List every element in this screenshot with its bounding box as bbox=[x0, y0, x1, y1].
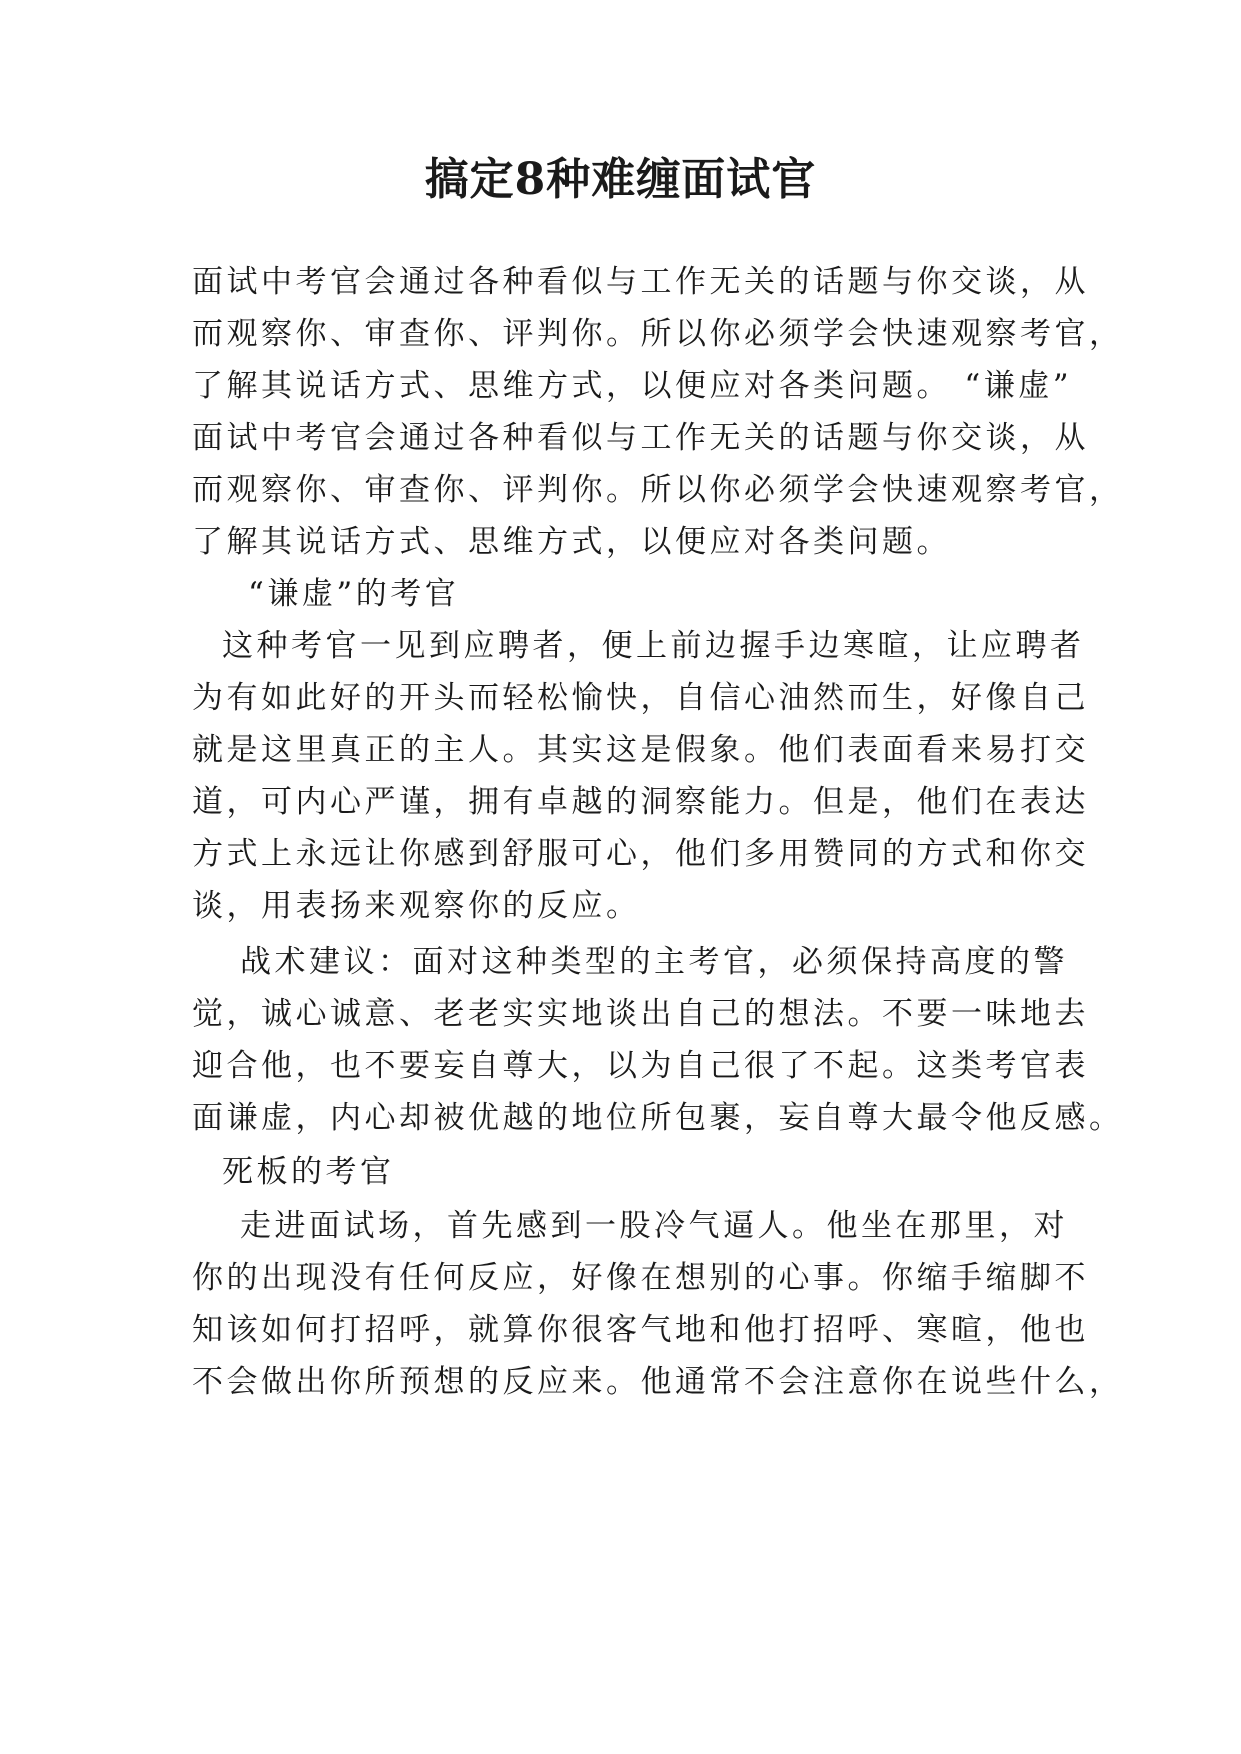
paragraph-line: 了解其说话方式、思维方式，以便应对各类问题。 “谦虚” bbox=[192, 368, 1073, 404]
paragraph-line: 道，可内心严谨，拥有卓越的洞察能力。但是，他们在表达 bbox=[192, 784, 1089, 820]
paragraph-line: 谈，用表扬来观察你的反应。 bbox=[192, 888, 641, 924]
paragraph-line: 为有如此好的开头而轻松愉快，自信心油然而生，好像自己 bbox=[192, 680, 1089, 716]
paragraph-line: 知该如何打招呼，就算你很客气地和他打招呼、寒暄，他也 bbox=[192, 1312, 1089, 1348]
paragraph-line: 而观察你、审查你、评判你。所以你必须学会快速观察考官， bbox=[192, 472, 1124, 508]
section-heading: 死板的考官 bbox=[222, 1154, 395, 1190]
paragraph-line: 面谦虚，内心却被优越的地位所包裹，妄自尊大最令他反感。 bbox=[192, 1100, 1124, 1136]
paragraph-line: 就是这里真正的主人。其实这是假象。他们表面看来易打交 bbox=[192, 732, 1089, 768]
paragraph-line: 这种考官一见到应聘者，便上前边握手边寒暄，让应聘者 bbox=[222, 628, 1085, 664]
paragraph-line: 面试中考官会通过各种看似与工作无关的话题与你交谈，从 bbox=[192, 420, 1089, 456]
paragraph-line: 面试中考官会通过各种看似与工作无关的话题与你交谈，从 bbox=[192, 264, 1089, 300]
paragraph-line: 战术建议：面对这种类型的主考官，必须保持高度的警 bbox=[240, 944, 1068, 980]
paragraph-line: 你的出现没有任何反应，好像在想别的心事。你缩手缩脚不 bbox=[192, 1260, 1089, 1296]
paragraph-line: 走进面试场，首先感到一股冷气逼人。他坐在那里，对 bbox=[240, 1208, 1068, 1244]
paragraph-line: 不会做出你所预想的反应来。他通常不会注意你在说些什么， bbox=[192, 1364, 1124, 1400]
paragraph-line: 了解其说话方式、思维方式，以便应对各类问题。 bbox=[192, 524, 951, 560]
document-title: 搞定8种难缠面试官 bbox=[424, 154, 817, 205]
paragraph-line: 觉，诚心诚意、老老实实地谈出自己的想法。不要一味地去 bbox=[192, 996, 1089, 1032]
paragraph-line: 迎合他，也不要妄自尊大，以为自己很了不起。这类考官表 bbox=[192, 1048, 1089, 1084]
paragraph-line: 方式上永远让你感到舒服可心，他们多用赞同的方式和你交 bbox=[192, 836, 1089, 872]
section-heading: “谦虚”的考官 bbox=[248, 576, 460, 612]
paragraph-line: 而观察你、审查你、评判你。所以你必须学会快速观察考官， bbox=[192, 316, 1124, 352]
